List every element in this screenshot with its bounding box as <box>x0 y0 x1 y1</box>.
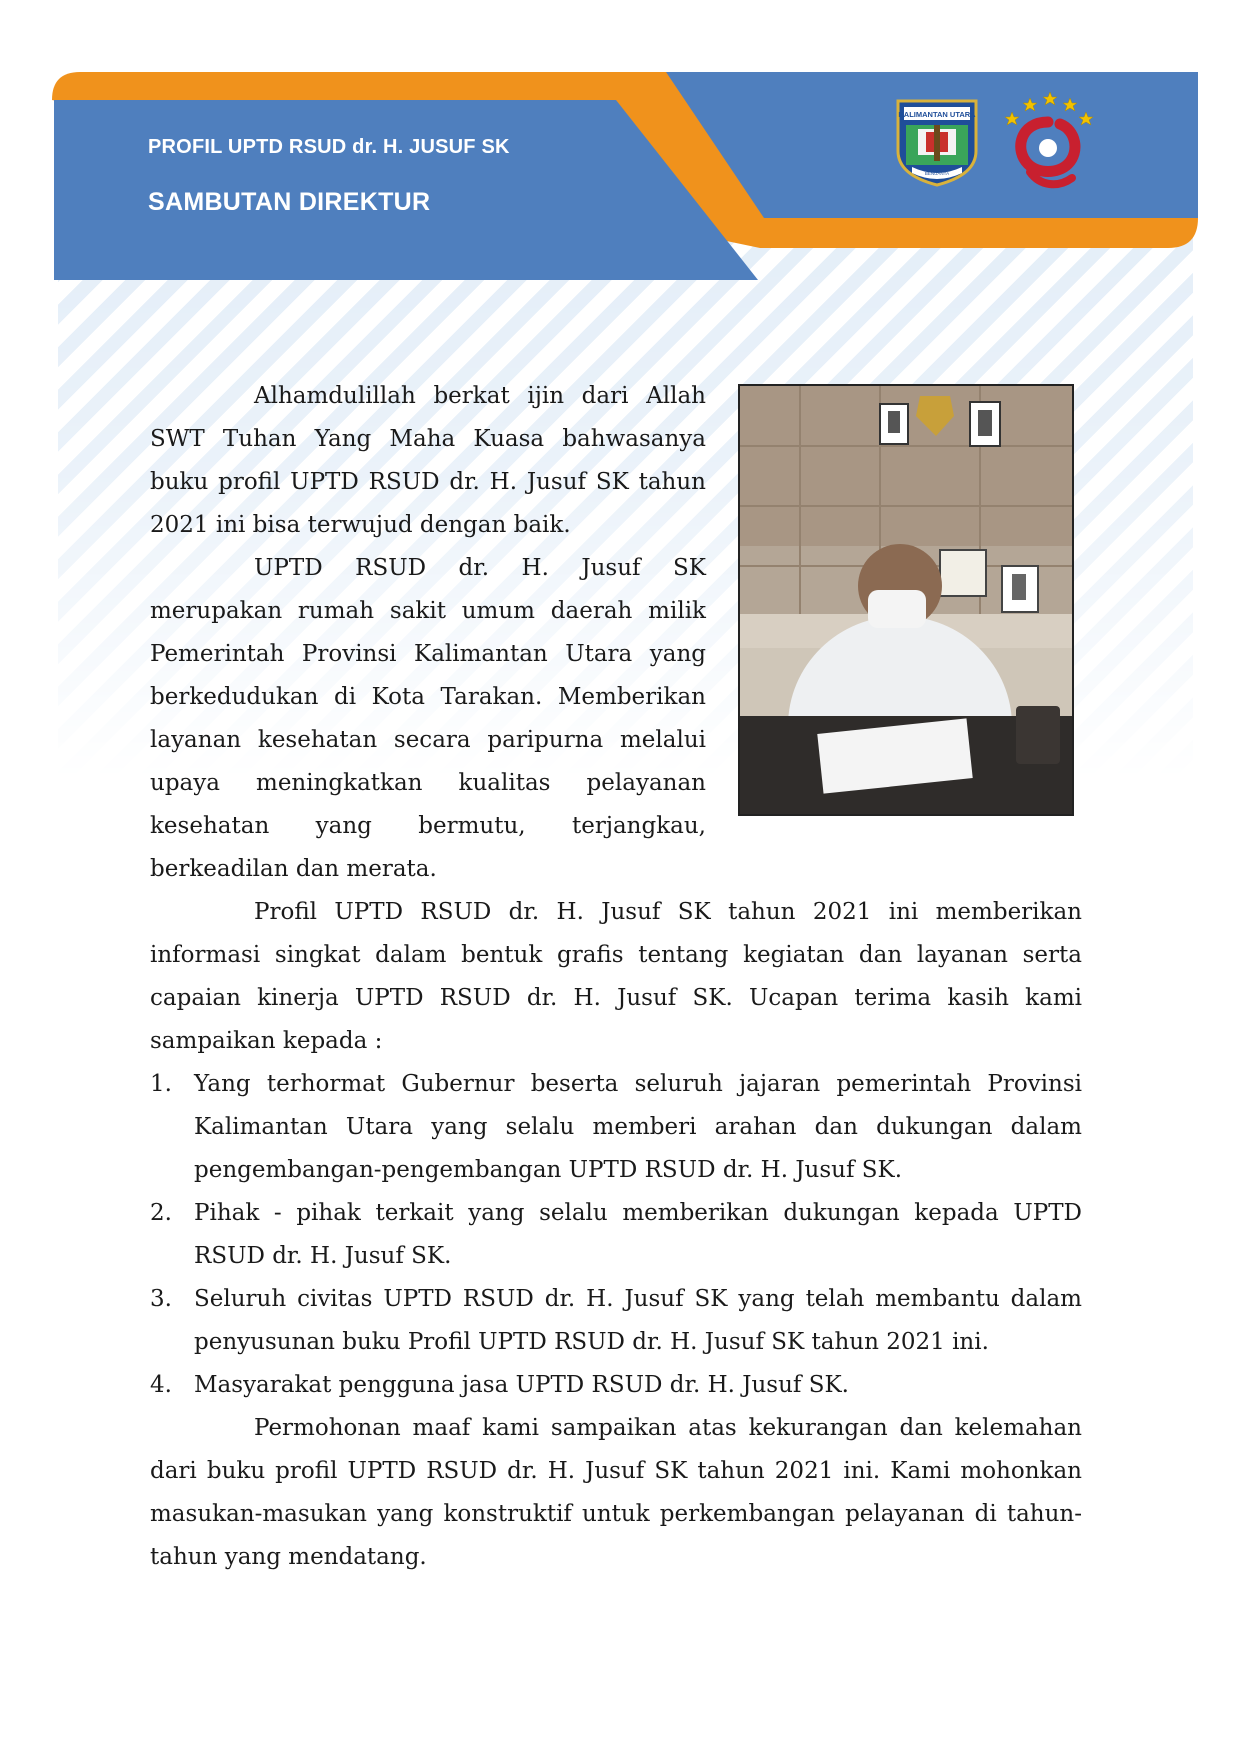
list-number: 1. <box>150 1071 172 1097</box>
list-text: Yang terhormat Gubernur beserta seluruh jajaran pemerintah Provinsi Kalimantan Utara yang selalu memberi arahan dan dukungan dalam pengembangan-pengembangan UPTD RSUD dr. H. Jusuf SK. <box>194 1071 1082 1183</box>
emblem-label: KALIMANTAN UTARA <box>898 110 976 119</box>
list-item <box>150 1063 1082 1192</box>
thanks-list <box>150 1063 1082 1407</box>
page-title: SAMBUTAN DIREKTUR <box>148 188 431 216</box>
emblem-motto: BENUANTA <box>924 171 950 176</box>
intro-column <box>150 375 706 891</box>
kalimantan-utara-emblem-icon <box>892 95 982 187</box>
list-text: Masyarakat pengguna jasa UPTD RSUD dr. H. Jusuf SK. <box>194 1372 849 1398</box>
list-item <box>150 1192 1082 1278</box>
list-text: Seluruh civitas UPTD RSUD dr. H. Jusuf SK yang telah membantu dalam penyusunan buku Profil UPTD RSUD dr. H. Jusuf SK tahun 2021 ini. <box>194 1286 1082 1355</box>
paragraph-closing: Permohonan maaf kami sampaikan atas kekurangan dan kelemahan dari buku profil UPTD RSUD dr. H. Jusuf SK tahun 2021 ini. Kami mohonkan masukan-masukan yang konstruktif untuk perkembangan pelayanan di tahun- tahun yang mendatang. <box>150 1415 1082 1570</box>
paragraph-opening: Alhamdulillah berkat ijin dari Allah SWT Tuhan Yang Maha Kuasa bahwasanya buku profil UPTD RSUD dr. H. Jusuf SK tahun 2021 ini bisa terwujud dengan baik. <box>150 383 706 538</box>
list-number: 2. <box>150 1200 172 1226</box>
list-number: 4. <box>150 1372 172 1398</box>
rsud-logo-icon <box>1000 90 1095 190</box>
list-number: 3. <box>150 1286 172 1312</box>
paragraph-thanks-intro: Profil UPTD RSUD dr. H. Jusuf SK tahun 2021 ini memberikan informasi singkat dalam bentuk grafis tentang kegiatan dan layanan serta capaian kinerja UPTD RSUD dr. H. Jusuf SK. Ucapan terima kasih kami sampaikan kepada : <box>150 899 1082 1054</box>
list-item <box>150 1364 1082 1407</box>
paragraph-profile: UPTD RSUD dr. H. Jusuf SK merupakan rumah sakit umum daerah milik Pemerintah Provinsi Kalimantan Utara yang berkedudukan di Kota Tarakan. Memberikan layanan kesehatan secara paripurna melalui upaya meningkatkan kualitas pelayanan kesehatan yang bermutu, terjangkau, berkeadilan dan merata. <box>150 555 706 882</box>
document-body <box>150 375 1082 1579</box>
document-subtitle: PROFIL UPTD RSUD dr. H. JUSUF SK <box>148 136 510 158</box>
list-item <box>150 1278 1082 1364</box>
list-text: Pihak - pihak terkait yang selalu memberikan dukungan kepada UPTD RSUD dr. H. Jusuf SK. <box>194 1200 1082 1269</box>
